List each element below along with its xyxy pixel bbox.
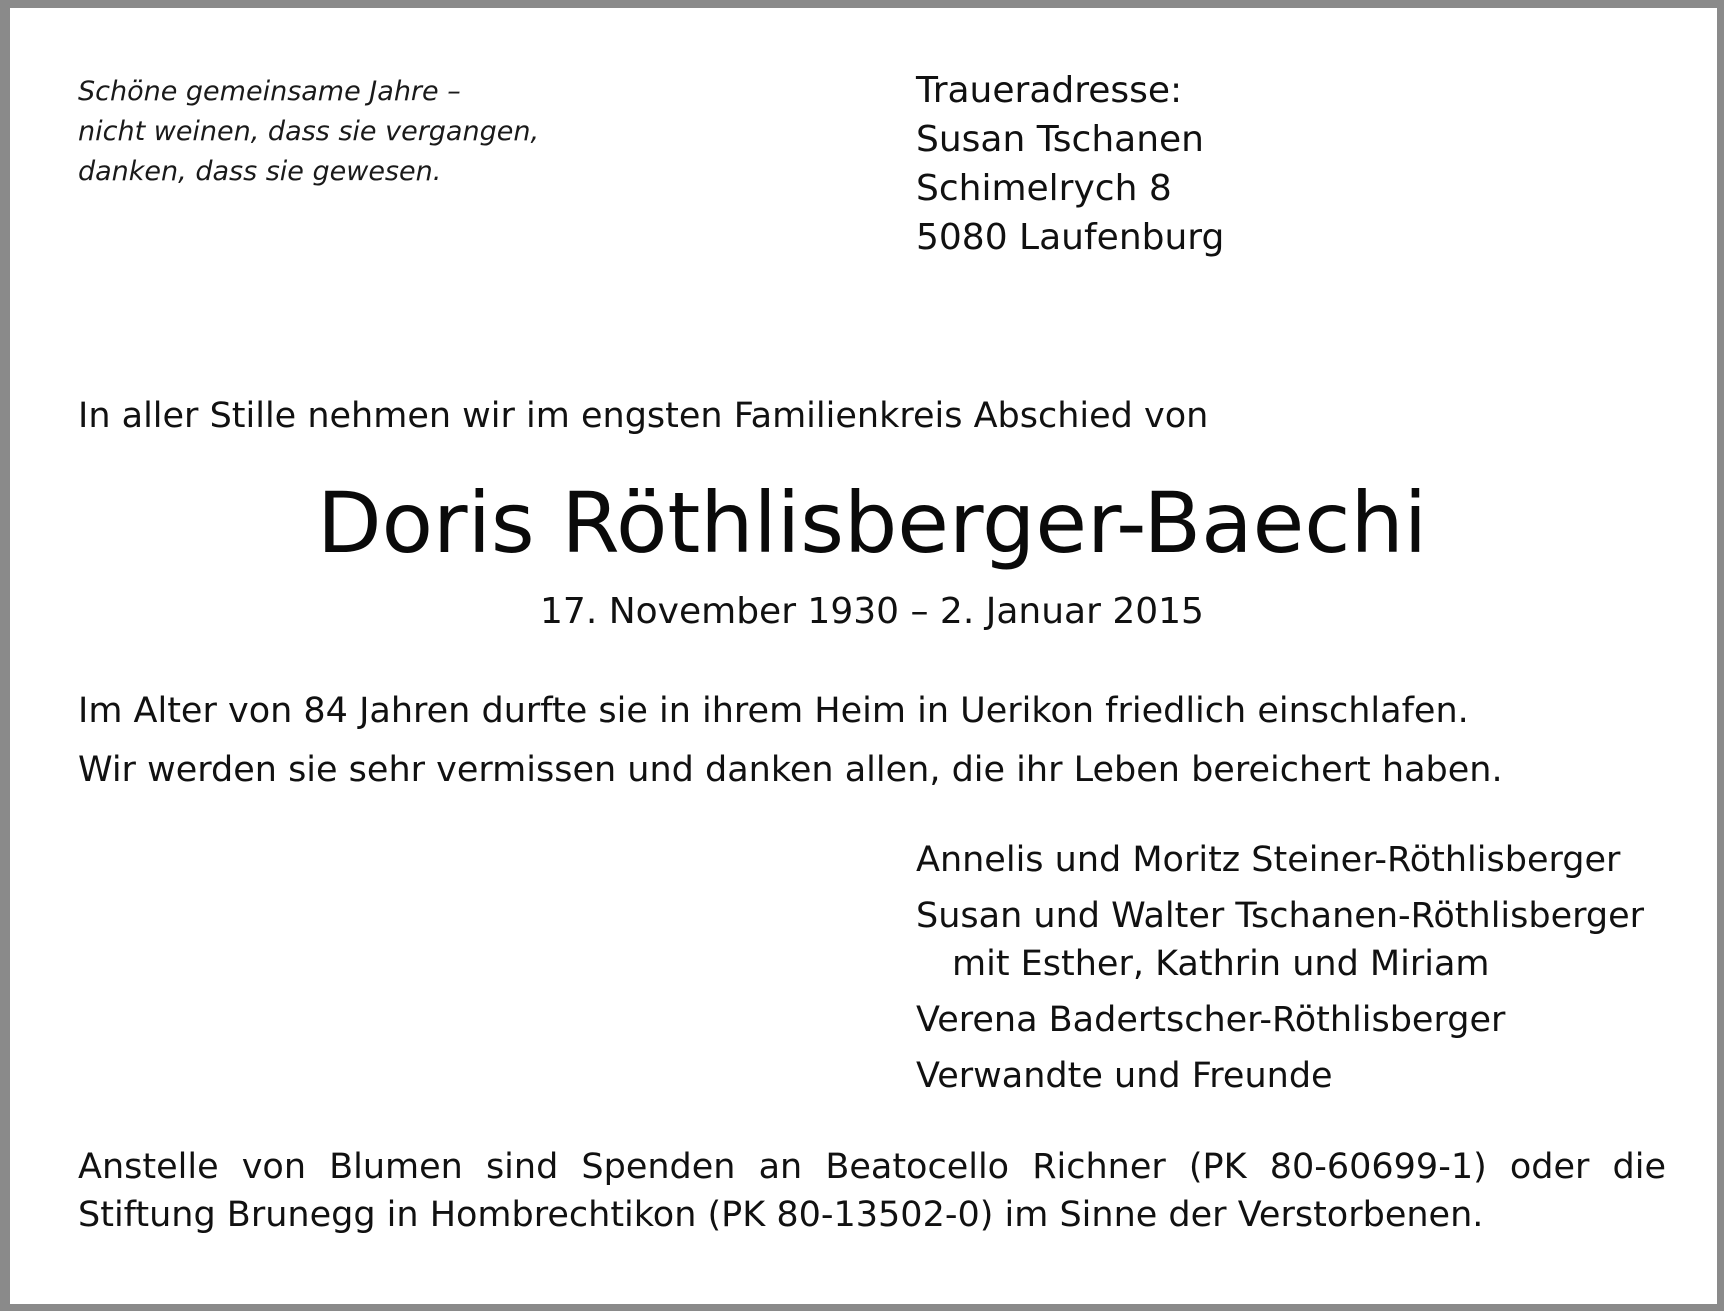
donation-note <box>78 1143 1666 1239</box>
deceased-name: Doris Röthlisberger-Baechi <box>316 474 1428 572</box>
intro-text: In aller Stille nehmen wir im engsten Familienkreis Abschied von <box>78 396 1209 436</box>
message-line: Wir werden sie sehr vermissen und danken allen, die ihr Leben bereichert haben. <box>78 750 1503 790</box>
message-text <box>78 682 1503 800</box>
donation-line: Stiftung Brunegg in Hombrechtikon (PK 80-13502-0) im Sinne der Verstorbenen. <box>78 1195 1484 1235</box>
address-name: Susan Tschanen <box>916 119 1204 160</box>
mourner-entry: Verwandte und Freunde <box>916 1056 1333 1096</box>
message-line: Im Alter von 84 Jahren durfte sie in ihrem Heim in Uerikon friedlich einschlafen. <box>78 691 1469 731</box>
motto-line: Schöne gemeinsame Jahre – <box>78 76 461 107</box>
life-dates: 17. November 1930 – 2. Januar 2015 <box>540 591 1204 632</box>
address-street: Schimelrych 8 <box>916 168 1172 209</box>
motto-quote <box>78 72 539 192</box>
mourner-entry-sub: mit Esther, Kathrin und Miriam <box>952 944 1490 984</box>
motto-line: danken, dass sie gewesen. <box>78 156 442 187</box>
mourner-entry: Susan und Walter Tschanen-Röthlisberger <box>916 896 1645 936</box>
mourner-entry: Annelis und Moritz Steiner-Röthlisberger <box>916 840 1621 880</box>
motto-line: nicht weinen, dass sie vergangen, <box>78 116 540 147</box>
mourning-address <box>916 66 1224 262</box>
mourner-entry: Verena Badertscher-Röthlisberger <box>916 1000 1506 1040</box>
mourners-list <box>916 836 1644 1100</box>
address-city: 5080 Laufenburg <box>916 217 1225 258</box>
donation-line: Anstelle von Blumen sind Spenden an Beatocello Richner (PK 80-60699-1) oder die <box>78 1147 1666 1187</box>
address-label: Traueradresse: <box>916 70 1183 111</box>
